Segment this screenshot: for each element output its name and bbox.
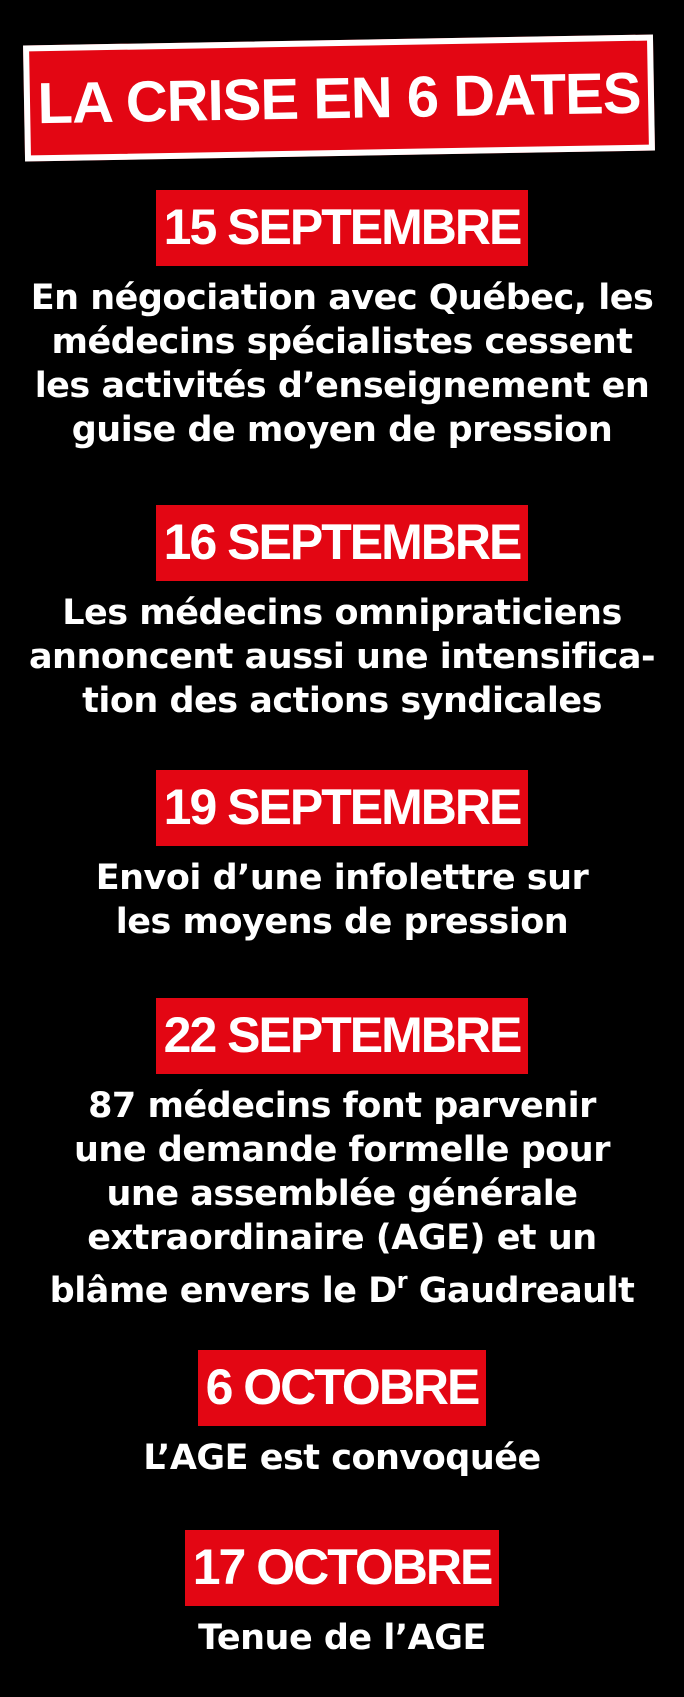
title-banner: [23, 35, 655, 162]
timeline-entry: [0, 505, 684, 723]
date-badge: 15 SEPTEMBRE: [156, 190, 529, 266]
date-badge: 19 SEPTEMBRE: [156, 770, 529, 846]
date-badge: 6 OCTOBRE: [198, 1350, 487, 1426]
description-line: [7, 1260, 677, 1313]
date-badge: 22 SEPTEMBRE: [156, 998, 529, 1074]
description-line: En négociation avec Québec, les: [30, 278, 654, 318]
description-line: Envoi d’une infolettre sur: [95, 858, 589, 898]
page-title: LA CRISE EN 6 DATES: [36, 60, 642, 136]
description-line: 87 médecins font parvenir: [88, 1086, 596, 1126]
entry-description: [7, 591, 677, 723]
description-text: blâme envers le D: [49, 1271, 397, 1311]
entry-description: [7, 1436, 677, 1480]
entry-description: [7, 276, 677, 452]
timeline-entry: [0, 1530, 684, 1660]
timeline-entry: [0, 190, 684, 452]
entry-description: [7, 1084, 677, 1313]
description-line: une demande formelle pour: [74, 1130, 610, 1170]
description-line: Tenue de l’AGE: [198, 1618, 486, 1658]
description-line: tion des actions syndicales: [82, 681, 602, 721]
description-text: Gaudreault: [407, 1271, 635, 1311]
description-line: guise de moyen de pression: [71, 410, 613, 450]
entry-description: [7, 856, 677, 944]
description-line: les activités d’enseignement en: [34, 366, 650, 406]
description-line: Les médecins omnipraticiens: [62, 593, 622, 633]
entry-description: [7, 1616, 677, 1660]
timeline-entry: [0, 1350, 684, 1480]
description-line: une assemblée générale: [106, 1174, 578, 1214]
description-line: les moyens de pression: [115, 902, 569, 942]
date-badge: 17 OCTOBRE: [185, 1530, 500, 1606]
superscript-text: r: [396, 1269, 408, 1294]
timeline-entry: [0, 770, 684, 944]
timeline-entry: [0, 998, 684, 1313]
description-line: extraordinaire (AGE) et un: [87, 1218, 597, 1258]
description-line: médecins spécialistes cessent: [51, 322, 633, 362]
description-line: L’AGE est convoquée: [143, 1438, 541, 1478]
date-badge: 16 SEPTEMBRE: [156, 505, 529, 581]
description-line: annoncent aussi une intensifica-: [28, 637, 656, 677]
